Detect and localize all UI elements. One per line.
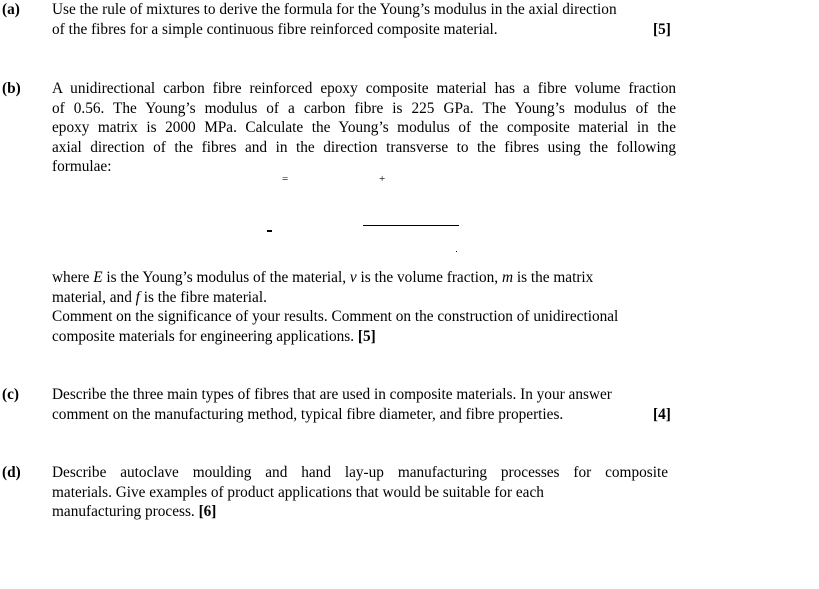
- question-d-text: [52, 463, 668, 522]
- question-b-line-3: epoxy matrix is 2000 MPa. Calculate the Young’s modulus of the composite material in the: [52, 119, 676, 136]
- question-b-line-5: formulae:: [52, 158, 112, 175]
- variable-definitions-line-2: material, and f is the fibre material.: [52, 288, 267, 306]
- question-b-explanation: [52, 268, 676, 346]
- question-b-marks: [5]: [357, 327, 376, 345]
- question-label-d: (d): [2, 464, 21, 481]
- period-dot: [456, 251, 457, 252]
- question-b-comment-line-2: composite materials for engineering applications. [5]: [52, 327, 376, 345]
- question-c-line-2: comment on the manufacturing method, typical fibre diameter, and fibre properties.: [52, 405, 564, 423]
- question-label-b: (b): [2, 80, 21, 97]
- question-c-text: [52, 385, 676, 424]
- question-a-text: [52, 0, 676, 39]
- question-a-marks: [5]: [653, 21, 671, 38]
- plus-sign: +: [379, 173, 386, 185]
- question-label-a: (a): [2, 1, 20, 18]
- question-d-line-2: materials. Give examples of product applications that would be suitable for each: [52, 483, 544, 501]
- equals-sign: =: [282, 173, 289, 185]
- question-b-text: [52, 79, 676, 177]
- question-d-marks: [6]: [198, 503, 217, 520]
- fraction-bar: [363, 225, 459, 226]
- question-d-line-1: Describe autoclave moulding and hand lay-up manufacturing processes for composite: [52, 464, 668, 481]
- question-b-line-4: axial direction of the fibres and in the direction transverse to the fibres using the following: [52, 138, 676, 156]
- question-b-comment-line-1: Comment on the significance of your results. Comment on the construction of unidirectional: [52, 308, 619, 325]
- minus-sign: [267, 230, 272, 232]
- question-d-line-3: manufacturing process. [6]: [52, 503, 217, 520]
- variable-definitions-line-1: where E is the Young’s modulus of the material, v is the volume fraction, m is the matrix: [52, 269, 594, 286]
- question-label-c: (c): [2, 386, 19, 403]
- question-a-line-1: Use the rule of mixtures to derive the formula for the Young’s modulus in the axial direction: [52, 1, 617, 18]
- question-b-line-1: A unidirectional carbon fibre reinforced epoxy composite material has a fibre volume fraction: [52, 80, 676, 97]
- question-c-line-1: Describe the three main types of fibres that are used in composite materials. In your answer: [52, 386, 612, 403]
- question-b-line-2: of 0.56. The Young’s modulus of a carbon fibre is 225 GPa. The Young’s modulus of the: [52, 99, 676, 117]
- question-a-line-2: of the fibres for a simple continuous fibre reinforced composite material.: [52, 20, 498, 38]
- question-c-marks: [4]: [653, 406, 671, 423]
